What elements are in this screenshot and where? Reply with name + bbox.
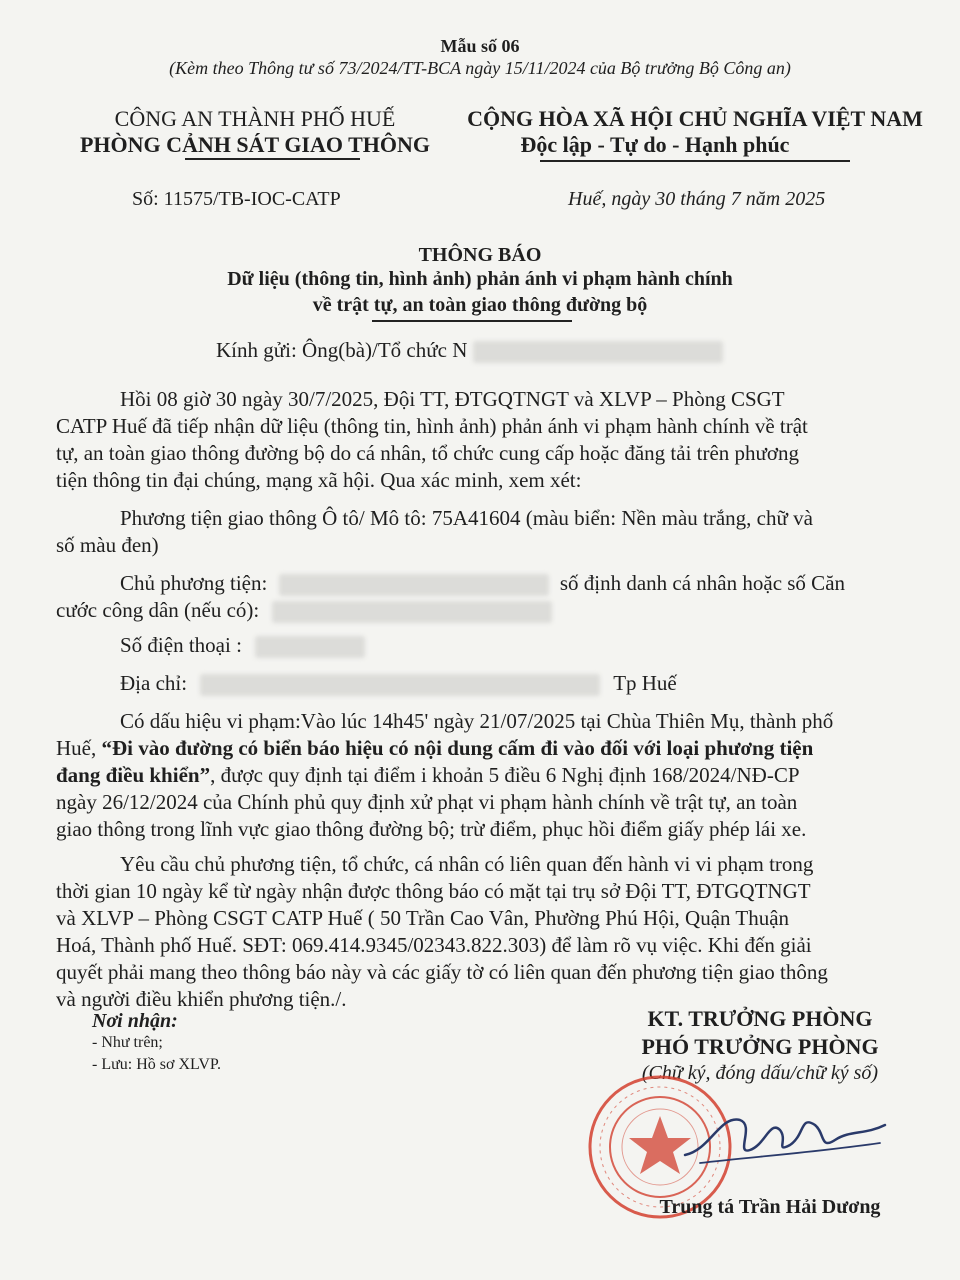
violation-line-2: [56, 735, 813, 762]
place-date: Huế, ngày 30 tháng 7 năm 2025: [568, 188, 826, 210]
violation-legal-basis: , được quy định tại điểm i khoản 5 điều 6 Nghị định 168/2024/NĐ-CP: [210, 763, 800, 787]
recipient-item-2: - Lưu: Hồ sơ XLVP.: [92, 1056, 221, 1073]
notice-title: THÔNG BÁO: [418, 244, 542, 266]
request-line-3: và XLVP – Phòng CSGT CATP Huế ( 50 Trần Cao Vân, Phường Phú Hội, Quận Thuận: [56, 906, 790, 930]
redacted-owner-name: [279, 574, 549, 596]
owner-id-label-2: cước công dân (nếu có):: [56, 598, 260, 622]
recipient-item-1: - Như trên;: [92, 1034, 163, 1051]
receipt-para-line-3: tự, an toàn giao thông đường bộ do cá nhân, tổ chức cung cấp hoặc đăng tải trên phương: [56, 441, 800, 465]
recipient-line: [216, 338, 723, 363]
recipients-title: Nơi nhận:: [92, 1010, 178, 1032]
owner-id-line: [56, 597, 552, 624]
receipt-para-line-4: tiện thông tin đại chúng, mạng xã hội. Qua xác minh, xem xét:: [56, 468, 582, 492]
address-tail: Tp Huế: [613, 671, 677, 695]
sign-note: (Chữ ký, đóng dấu/chữ ký số): [641, 1062, 879, 1084]
request-line-5: quyết phải mang theo thông báo này và các giấy tờ có liên quan đến phương tiện giao thông: [56, 960, 828, 984]
phone-line: [120, 632, 365, 659]
address-label: Địa chỉ:: [120, 671, 188, 695]
request-line-4: Hoá, Thành phố Huế. SĐT: 069.414.9345/02343.822.303) để làm rõ vụ việc. Khi đến giải: [56, 933, 812, 957]
motto-underline: [540, 160, 850, 162]
redacted-owner-id: [272, 601, 552, 623]
owner-id-label: số định danh cá nhân hoặc số Căn: [559, 571, 846, 595]
violation-line-4: ngày 26/12/2024 của Chính phủ quy định xử phạt vi phạm hành chính về trật tự, an toàn: [56, 790, 798, 814]
phone-label: Số điện thoại :: [120, 633, 242, 657]
violation-line-1: Có dấu hiệu vi phạm:Vào lúc 14h45' ngày 21/07/2025 tại Chùa Thiên Mụ, thành phố: [120, 709, 834, 733]
sign-title-2: PHÓ TRƯỞNG PHÒNG: [641, 1034, 879, 1059]
request-line-6: và người điều khiển phương tiện./.: [56, 987, 347, 1011]
violation-line-3: [56, 762, 800, 789]
address-line: [120, 670, 677, 697]
sign-title-1: KT. TRƯỞNG PHÒNG: [647, 1006, 873, 1031]
violation-description-2: đang điều khiển”: [56, 763, 211, 787]
form-number: Mẫu số 06: [440, 36, 520, 56]
redacted-address: [200, 674, 600, 696]
notice-subtitle-1: Dữ liệu (thông tin, hình ảnh) phản ánh vi phạm hành chính: [227, 268, 733, 290]
violation-description-1: “Đi vào đường có biển báo hiệu có nội dung cấm đi vào đối với loại phương tiện: [101, 736, 814, 760]
country-line1: CỘNG HÒA XÃ HỘI CHỦ NGHĨA VIỆT NAM: [467, 106, 923, 131]
notice-subtitle-2: về trật tự, an toàn giao thông đường bộ: [312, 294, 648, 316]
handwritten-signature: [680, 1095, 890, 1175]
request-line-1: Yêu cầu chủ phương tiện, tổ chức, cá nhân có liên quan đến hành vi vi phạm trong: [120, 852, 814, 876]
owner-label: Chủ phương tiện:: [120, 571, 268, 595]
org-line2: PHÒNG CẢNH SÁT GIAO THÔNG: [79, 132, 430, 157]
vehicle-line-1: Phương tiện giao thông Ô tô/ Mô tô: 75A41604 (màu biển: Nền màu trắng, chữ và: [120, 506, 813, 530]
receipt-para-line-2: CATP Huế đã tiếp nhận dữ liệu (thông tin, hình ảnh) phản ánh vi phạm hành chính về trật: [56, 414, 808, 438]
redacted-recipient-name: [473, 341, 723, 363]
violation-place: Huế,: [56, 736, 102, 760]
signer-name: Trung tá Trần Hải Dương: [659, 1196, 881, 1218]
violation-line-5: giao thông trong lĩnh vực giao thông đường bộ; trừ điểm, phục hồi điểm giấy phép lái xe.: [56, 817, 807, 841]
recipient-label: Kính gửi: Ông(bà)/Tổ chức N: [216, 338, 468, 362]
org-line1: CÔNG AN THÀNH PHỐ HUẾ: [114, 106, 396, 131]
title-underline: [372, 320, 572, 322]
redacted-phone: [255, 636, 365, 658]
country-line2: Độc lập - Tự do - Hạnh phúc: [520, 132, 790, 157]
owner-line: [120, 570, 845, 597]
receipt-para-line-1: Hồi 08 giờ 30 ngày 30/7/2025, Đội TT, ĐTGQTNGT và XLVP – Phòng CSGT: [120, 387, 785, 411]
vehicle-line-2: số màu đen): [56, 533, 159, 557]
document-number: Số: 11575/TB-IOC-CATP: [132, 188, 341, 210]
form-note: (Kèm theo Thông tư số 73/2024/TT-BCA ngày 15/11/2024 của Bộ trưởng Bộ Công an): [169, 58, 791, 78]
org-underline: [185, 158, 360, 160]
request-line-2: thời gian 10 ngày kể từ ngày nhận được thông báo có mặt tại trụ sở Đội TT, ĐTGQTNGT: [56, 879, 811, 903]
